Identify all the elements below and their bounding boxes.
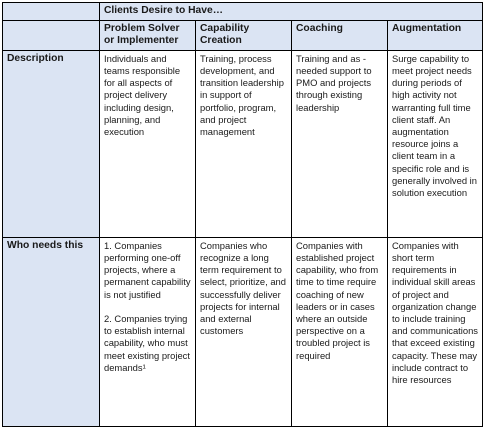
row-header-who-needs-this: Who needs this bbox=[3, 237, 100, 426]
column-header-augmentation: Augmentation bbox=[388, 20, 483, 50]
column-header-capability-creation: Capability Creation bbox=[196, 20, 292, 50]
title-row bbox=[3, 3, 483, 21]
table-row-description bbox=[3, 50, 483, 237]
column-header-problem-solver: Problem Solver or Implementer bbox=[100, 20, 196, 50]
description-capability-creation: Training, process development, and transition leadership in support of portfolio, program, and project management bbox=[196, 50, 292, 237]
service-comparison-table bbox=[2, 2, 483, 427]
who-needs-coaching: Companies with established project capability, who from time to time require coaching of new leaders or in cases where an outside perspective on a troubled project is required bbox=[292, 237, 388, 426]
corner-cell bbox=[3, 3, 100, 21]
who-needs-capability-creation: Companies who recognize a long term requirement to select, prioritize, and successfully deliver projects for internal and external customers bbox=[196, 237, 292, 426]
description-coaching: Training and as -needed support to PMO and projects through existing leadership bbox=[292, 50, 388, 237]
column-header-row bbox=[3, 20, 483, 50]
table-row-who-needs-this bbox=[3, 237, 483, 426]
who-needs-problem-solver: 1. Companies performing one-off projects, where a permanent capability is not justified 2. Companies trying to establish internal capability, who must meet existing project demands¹ bbox=[100, 237, 196, 426]
row-header-description: Description bbox=[3, 50, 100, 237]
description-augmentation: Surge capability to meet project needs during periods of high activity not warranting full time client staff. An augmentation resource joins a client team in a specific role and is generally involved in solution execution bbox=[388, 50, 483, 237]
column-header-coaching: Coaching bbox=[292, 20, 388, 50]
table-title: Clients Desire to Have… bbox=[100, 3, 483, 21]
corner-cell bbox=[3, 20, 100, 50]
who-needs-augmentation: Companies with short term requirements in individual skill areas of project and organization change to include training and communications that exceed existing capacity. These may include contract to hire resources bbox=[388, 237, 483, 426]
description-problem-solver: Individuals and teams responsible for all aspects of project delivery including design, planning, and execution bbox=[100, 50, 196, 237]
